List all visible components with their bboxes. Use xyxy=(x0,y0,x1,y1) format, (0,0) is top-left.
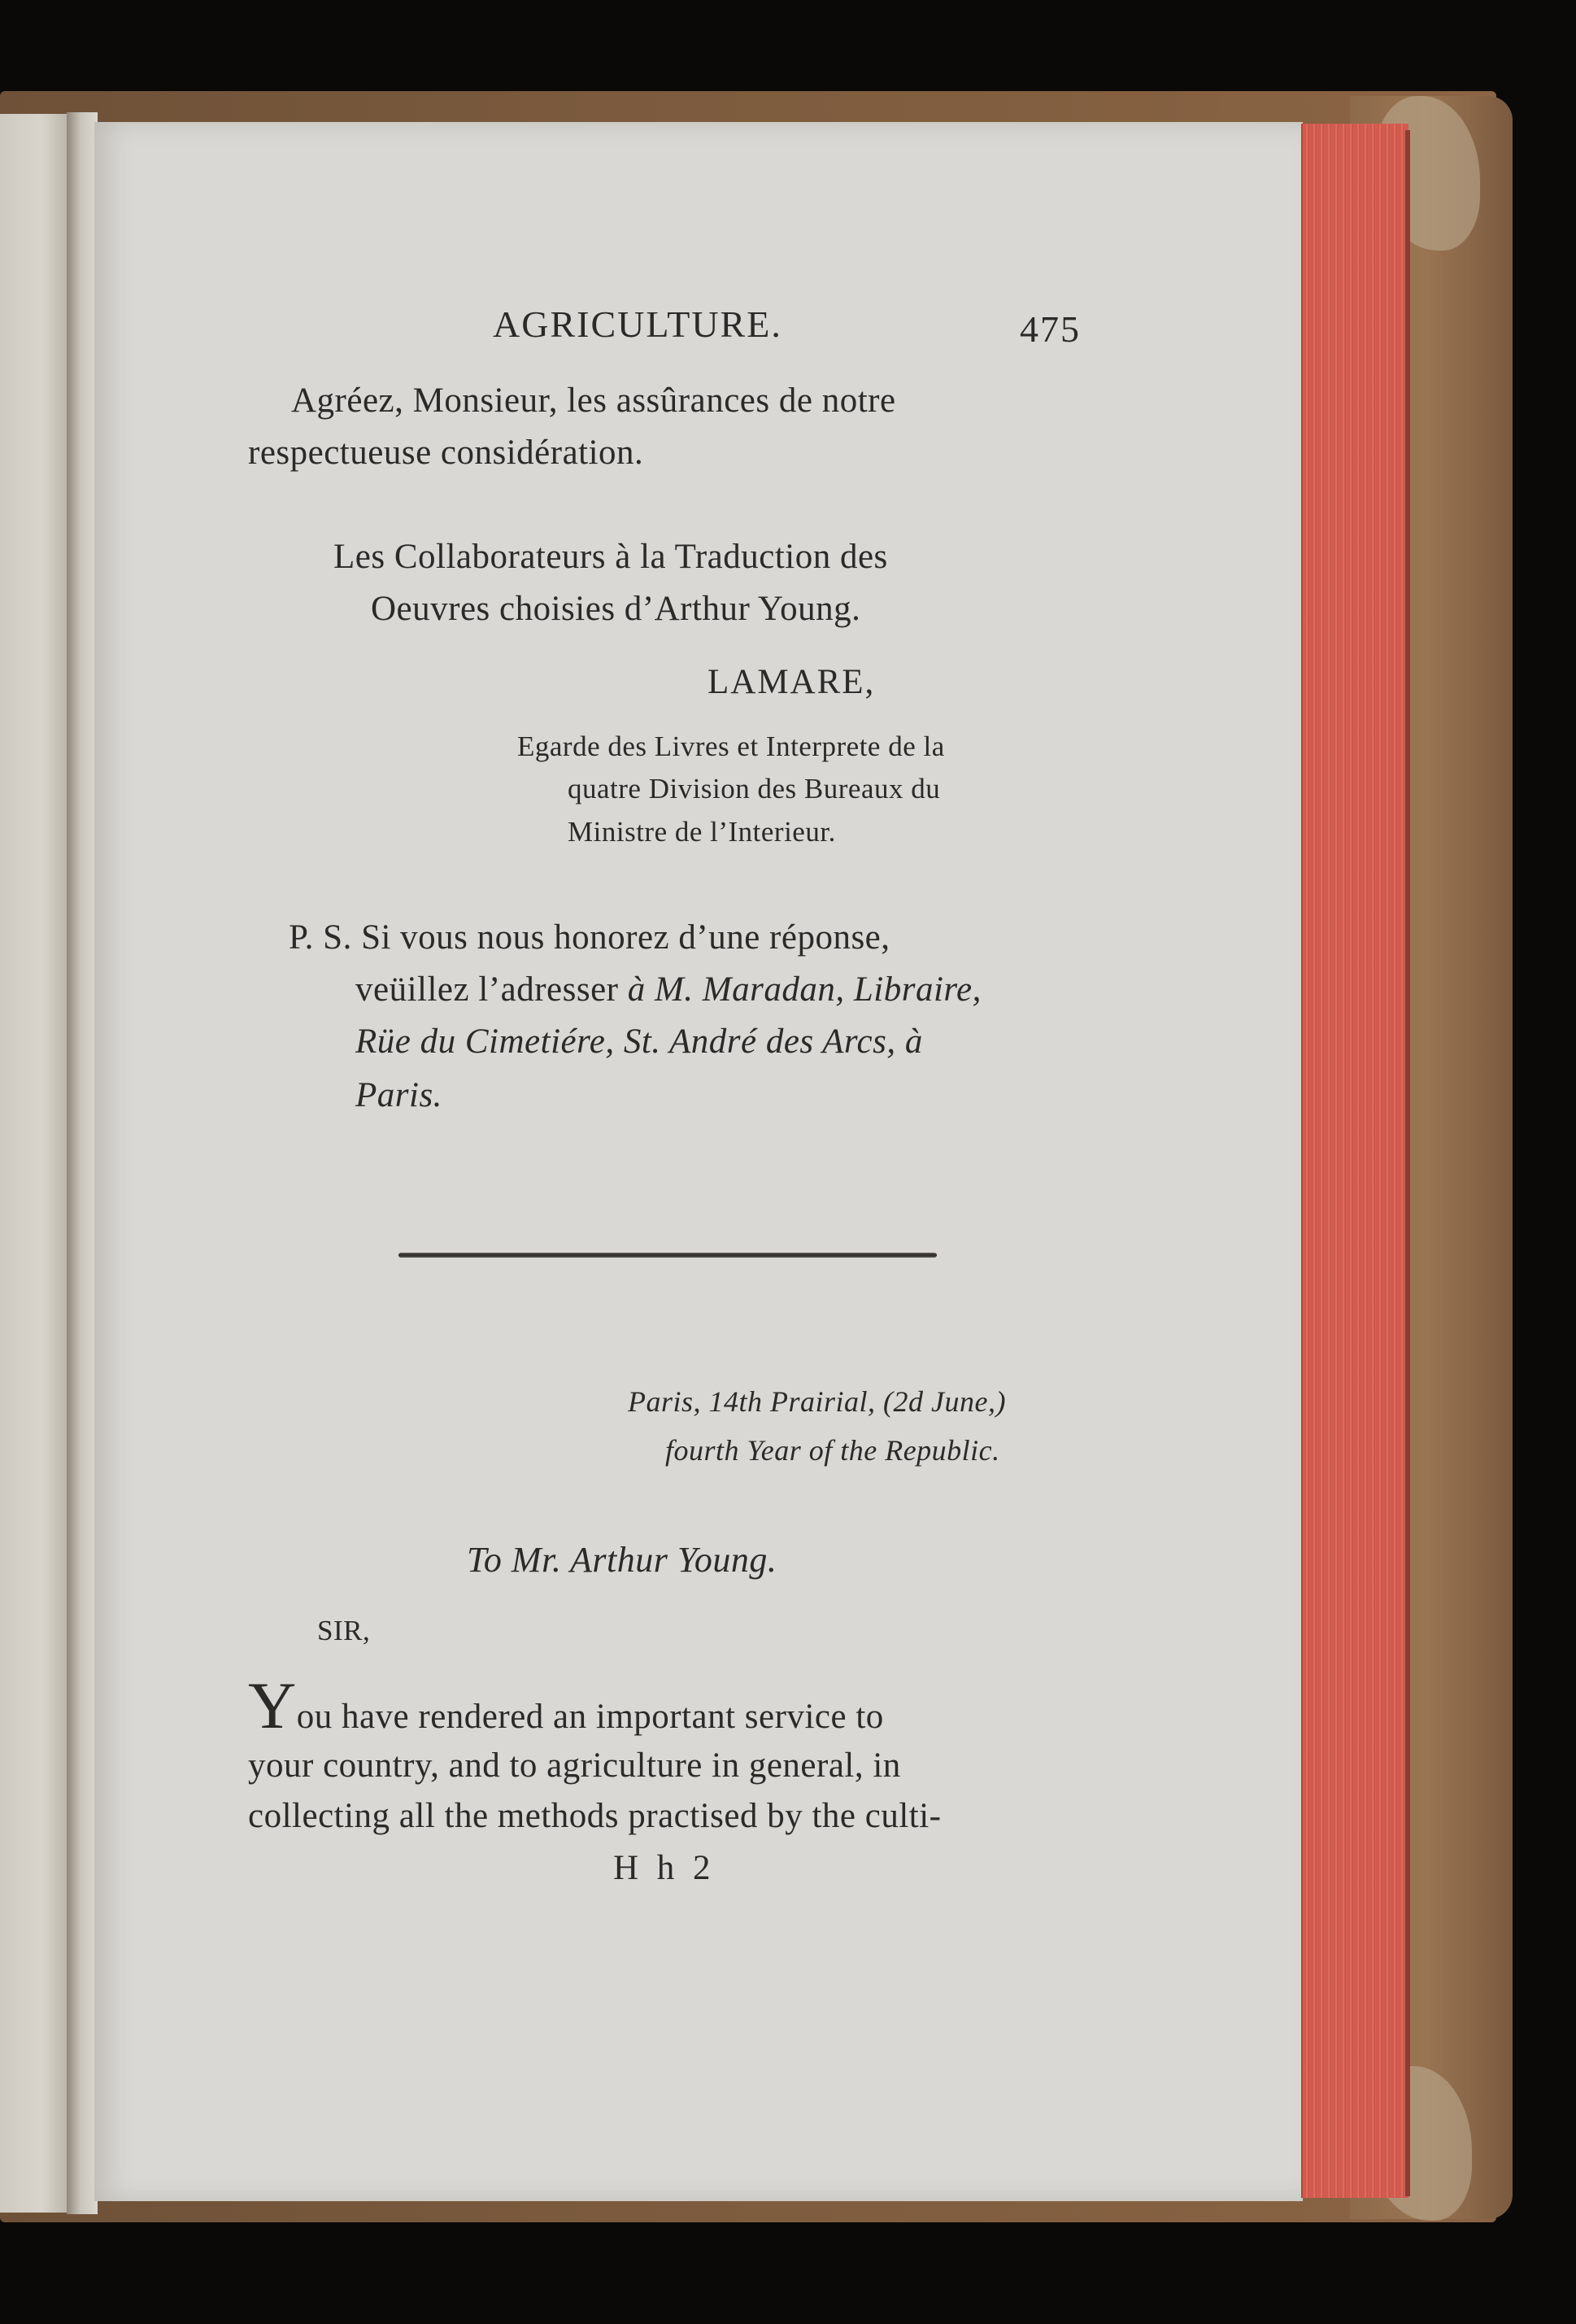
signatory-title: Egarde des Livres et Interprete de la xyxy=(517,730,945,762)
salutation: To Mr. Arthur Young. xyxy=(467,1540,777,1580)
signatory-name: LAMARE, xyxy=(707,663,876,701)
body-line: collecting all the methods practised by the culti- xyxy=(248,1797,942,1835)
page-number: 475 xyxy=(1020,308,1081,350)
signature-mark: H h 2 xyxy=(613,1849,716,1887)
body-line: You have rendered an important service to xyxy=(248,1668,884,1742)
text-line: Agréez, Monsieur, les assûrances de notre xyxy=(291,382,896,420)
postscript-line: Paris. xyxy=(355,1076,442,1114)
text-line: Les Collaborateurs à la Traduction des xyxy=(333,538,888,576)
left-page-edge xyxy=(0,114,70,2213)
postscript-line: veüillez l’adresser à M. Maradan, Libraire, xyxy=(355,970,982,1009)
book-gutter xyxy=(67,112,98,2214)
fore-edge-shadow xyxy=(1405,130,1410,2196)
postscript-line: Rüe du Cimetiére, St. André des Arcs, à xyxy=(355,1022,923,1061)
text-line: Oeuvres choisies d’Arthur Young. xyxy=(371,590,861,628)
red-fore-edge xyxy=(1301,124,1408,2198)
text-line: respectueuse considération. xyxy=(248,434,644,472)
body-line: your country, and to agriculture in general, in xyxy=(248,1746,901,1785)
postscript-line: P. S. Si vous nous honorez d’une réponse, xyxy=(289,918,890,957)
dateline: Paris, 14th Prairial, (2d June,) xyxy=(628,1385,1006,1418)
signatory-title: quatre Division des Bureaux du xyxy=(568,773,941,804)
greeting: SIR, xyxy=(317,1615,371,1646)
running-head: AGRICULTURE. xyxy=(493,303,782,345)
signatory-title: Ministre de l’Interieur. xyxy=(568,816,836,848)
dateline: fourth Year of the Republic. xyxy=(665,1434,1000,1467)
drop-cap: Y xyxy=(248,1668,297,1742)
section-divider-ornament xyxy=(398,1253,937,1258)
